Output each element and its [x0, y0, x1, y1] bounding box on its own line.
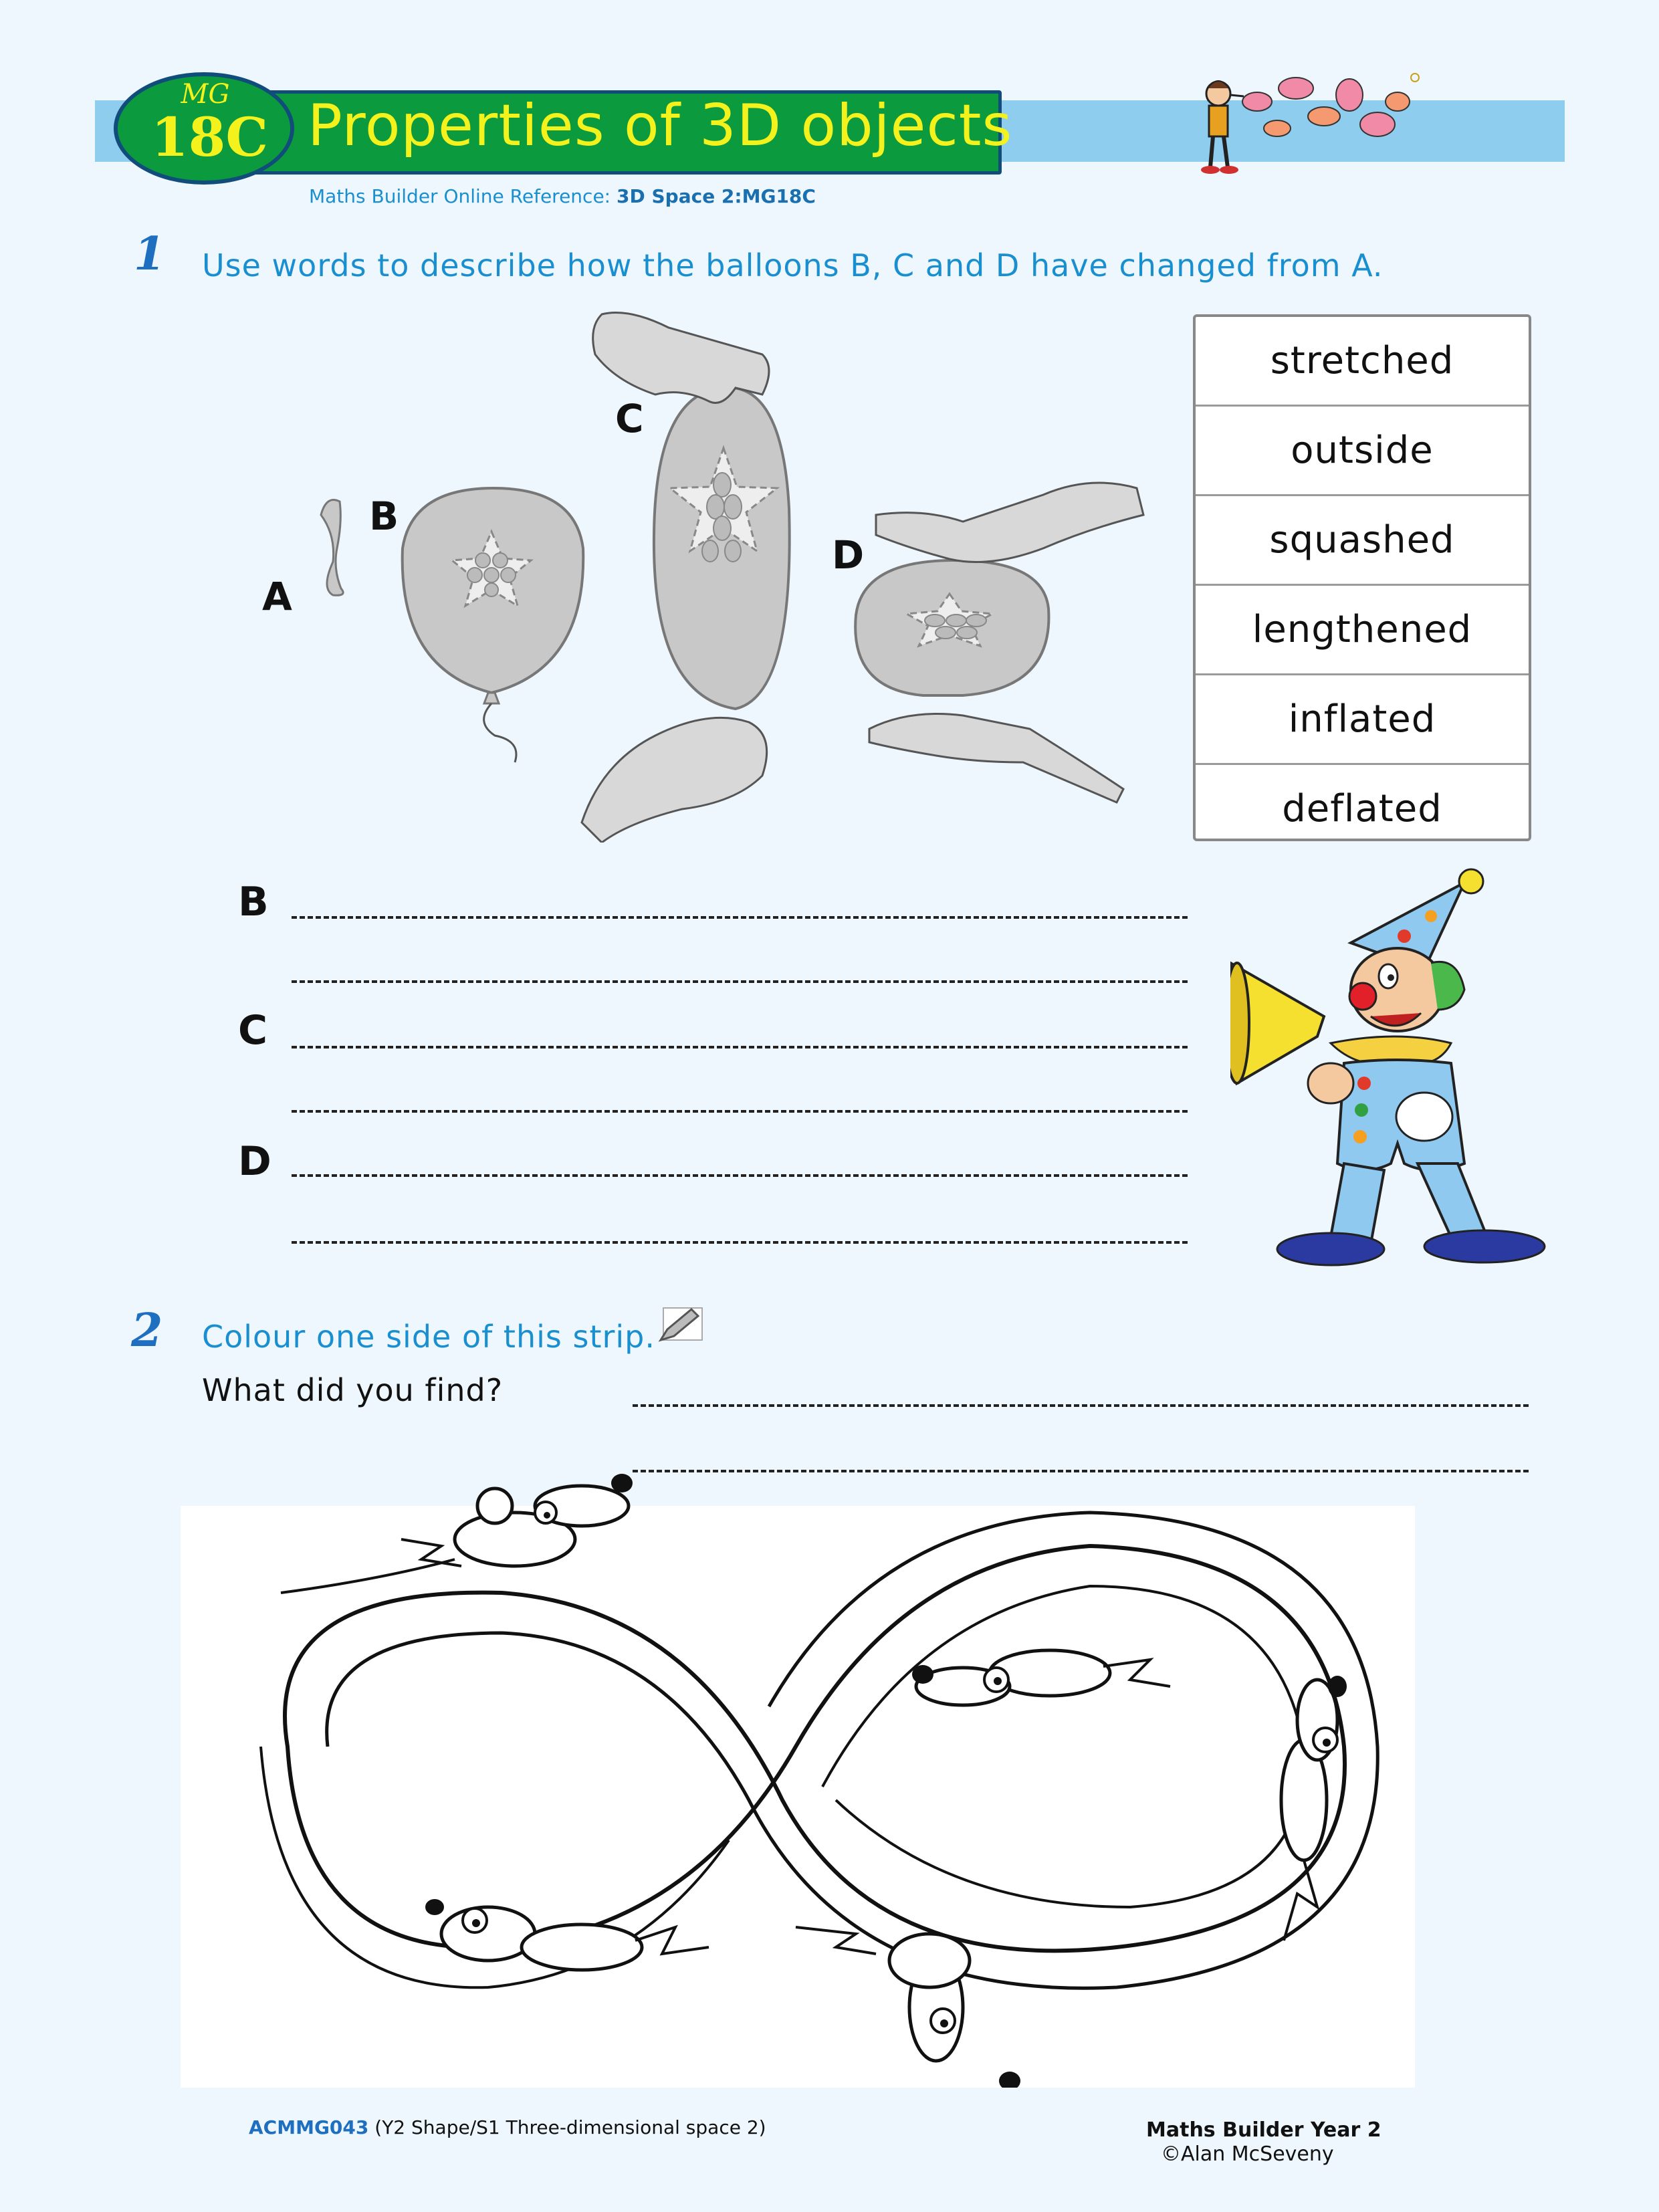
mouse-5	[796, 1927, 1020, 2088]
mouse-3	[1281, 1676, 1347, 1941]
answer-line-d-1[interactable]	[292, 1174, 1188, 1177]
question-2-text: Colour one side of this strip.	[202, 1319, 655, 1355]
online-reference	[309, 185, 816, 207]
question-1-number: 1	[134, 227, 166, 281]
mouse-2	[912, 1650, 1170, 1705]
question-1-text: Use words to describe how the balloons B, C and D have changed from A.	[202, 247, 1384, 284]
page-title: Properties of 3D objects	[308, 92, 1013, 159]
word-bank-item: deflated	[1282, 787, 1442, 831]
answer-line-c-2[interactable]	[292, 1110, 1188, 1113]
answer-label-d: D	[238, 1138, 271, 1185]
mobius-strip-with-mice-illustration	[181, 1426, 1415, 2088]
curriculum-code-detail: (Y2 Shape/S1 Three-dimensional space 2)	[368, 2116, 766, 2138]
balloon-label-a: A	[262, 574, 292, 619]
answer-line-q2-1[interactable]	[633, 1404, 1529, 1407]
clown-with-megaphone-illustration	[1230, 863, 1578, 1270]
mouse-1	[281, 1474, 633, 1593]
curriculum-code	[249, 2116, 766, 2138]
word-bank-item: stretched	[1196, 317, 1529, 407]
reference-value: 3D Space 2:MG18C	[617, 185, 816, 207]
balloon-label-b: B	[369, 493, 399, 539]
badge-code: MG	[181, 79, 230, 110]
balloon-label-c: C	[615, 396, 644, 441]
answer-line-c-1[interactable]	[292, 1046, 1188, 1048]
curriculum-code-id: ACMMG043	[249, 2116, 369, 2138]
badge-number: 18C	[151, 106, 268, 169]
answer-line-b-1[interactable]	[292, 916, 1188, 919]
reference-label: Maths Builder Online Reference:	[309, 185, 617, 207]
word-bank-item: squashed	[1196, 496, 1529, 586]
word-bank-item: inflated	[1196, 675, 1529, 765]
answer-line-d-2[interactable]	[292, 1241, 1188, 1244]
answer-label-b: B	[238, 879, 269, 925]
balloons-illustration	[254, 294, 1150, 843]
question-2-number: 2	[131, 1304, 163, 1357]
word-bank-item: lengthened	[1196, 586, 1529, 675]
word-bank	[1193, 314, 1531, 841]
mobius-strip-panel	[181, 1506, 1415, 2088]
book-title: Maths Builder Year 2	[1146, 2118, 1381, 2142]
word-bank-item: outside	[1196, 407, 1529, 496]
boy-blowing-balloons-illustration	[1184, 62, 1438, 182]
question-2-prompt: What did you find?	[202, 1372, 504, 1408]
copyright: ©Alan McSeveny	[1161, 2142, 1334, 2166]
answer-line-b-2[interactable]	[292, 980, 1188, 983]
pencil-icon	[658, 1305, 706, 1345]
answer-label-c: C	[238, 1007, 268, 1054]
balloon-label-d: D	[832, 532, 865, 578]
